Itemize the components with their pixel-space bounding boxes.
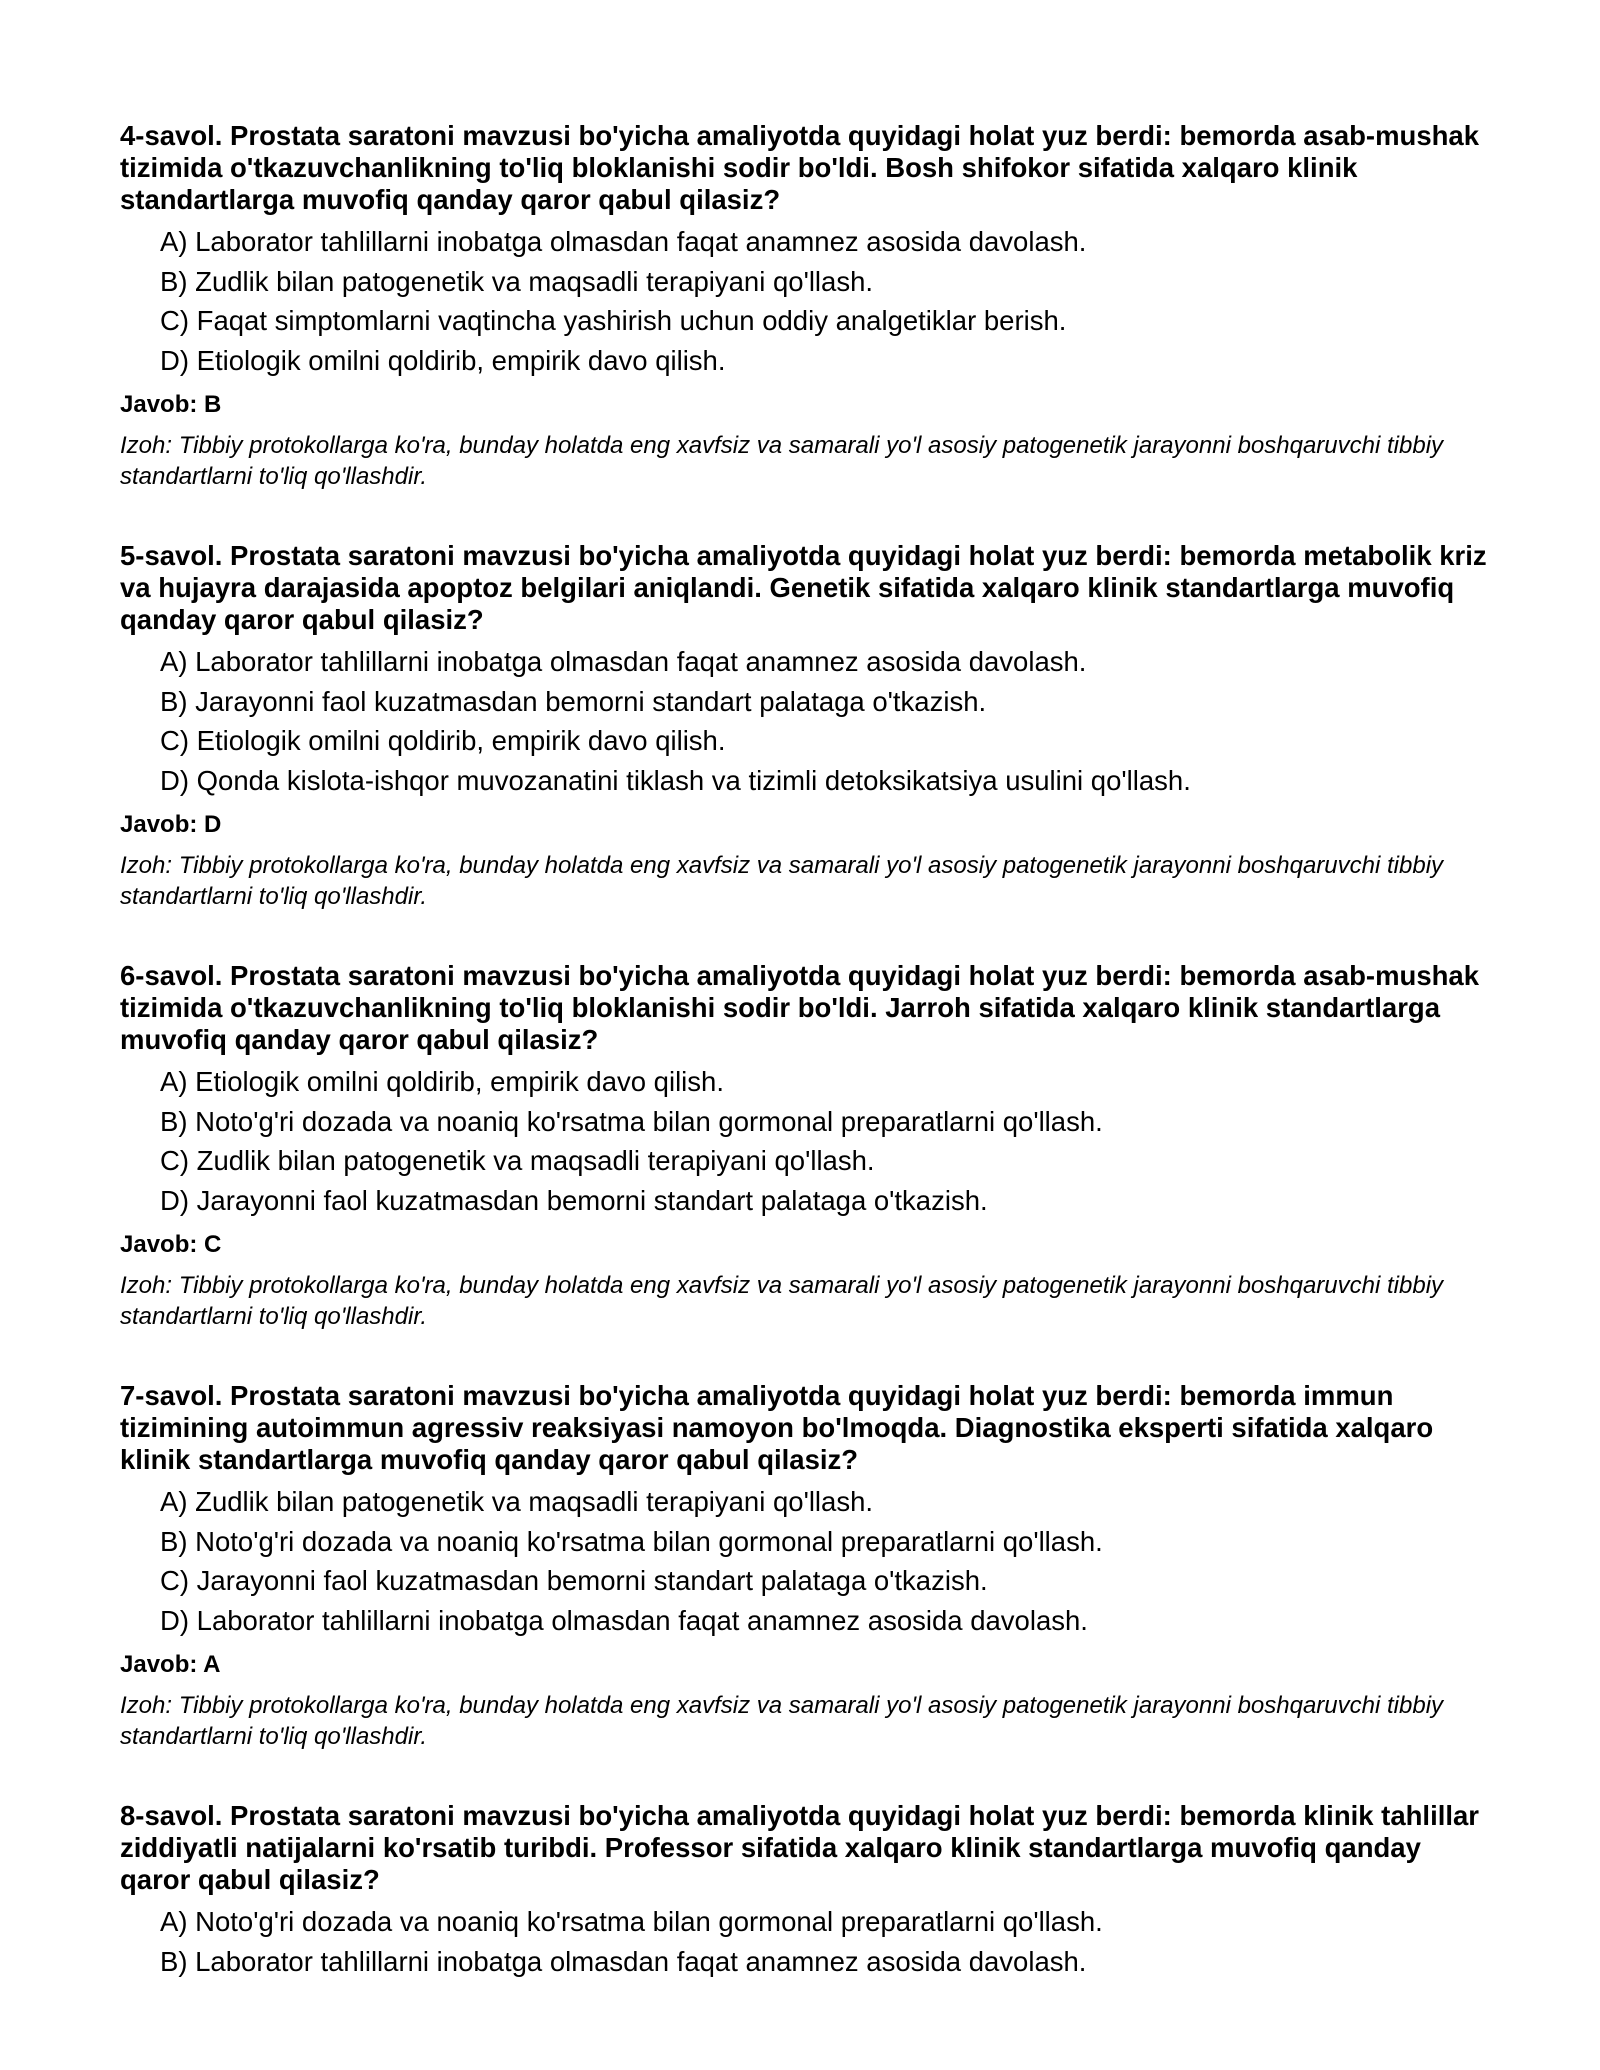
option-b: B) Noto'g'ri dozada va noaniq ko'rsatma bilan gormonal preparatlarni qo'llash. (160, 1105, 1103, 1137)
answer-line: Javob: C (120, 1231, 222, 1258)
option-c: C) Faqat simptomlarni vaqtincha yashirish uchun oddiy analgetiklar berish. (160, 305, 1067, 336)
options-list (120, 1062, 1490, 1220)
option-d: D) Qonda kislota-ishqor muvozanatini tiklash va tizimli detoksikatsiya usulini qo'llash. (160, 764, 1191, 796)
question-block (120, 1380, 1490, 1752)
question-text: 7-savol. Prostata saratoni mavzusi bo'yicha amaliyotda quyidagi holat yuz berdi: bemorda immun tizimining autoimmun agressiv reaksiyasi namoyon bo'lmoqda. Diagnostika eksperti sifatida xalqaro klinik standartlarga muvofiq qanday qaror qabul qilasiz? (120, 1380, 1434, 1475)
option-a: A) Laborator tahlillarni inobatga olmasdan faqat anamnez asosida davolash. (160, 646, 1087, 677)
option-c: C) Zudlik bilan patogenetik va maqsadli terapiyani qo'llash. (160, 1145, 875, 1176)
option-b: B) Noto'g'ri dozada va noaniq ko'rsatma bilan gormonal preparatlarni qo'llash. (160, 1525, 1103, 1557)
option-b: B) Jarayonni faol kuzatmasdan bemorni standart palataga o'tkazish. (160, 685, 987, 717)
option-d: D) Etiologik omilni qoldirib, empirik davo qilish. (160, 344, 726, 376)
explanation-note: Izoh: Tibbiy protokollarga ko'ra, bunday holatda eng xavfsiz va samarali yo'l asosiy patogenetik jarayonni boshqaruvchi tibbiy standartlarni to'liq qo'llashdir. (120, 852, 1444, 910)
question-text: 5-savol. Prostata saratoni mavzusi bo'yicha amaliyotda quyidagi holat yuz berdi: bemorda metabolik kriz va hujayra darajasida apoptoz belgilari aniqlandi. Genetik sifatida xalqaro klinik standartlarga muvofiq qanday qaror qabul qilasiz? (120, 540, 1487, 635)
question-block (120, 1800, 1490, 1981)
option-a: A) Etiologik omilni qoldirib, empirik davo qilish. (160, 1066, 724, 1097)
document-page (120, 120, 1490, 2029)
answer-line: Javob: D (120, 811, 222, 838)
question-block (120, 540, 1490, 912)
options-list (120, 642, 1490, 800)
answer-line: Javob: A (120, 1651, 221, 1678)
option-a: A) Noto'g'ri dozada va noaniq ko'rsatma bilan gormonal preparatlarni qo'llash. (160, 1906, 1103, 1937)
options-list (120, 1482, 1490, 1640)
question-text: 4-savol. Prostata saratoni mavzusi bo'yicha amaliyotda quyidagi holat yuz berdi: bemorda asab-mushak tizimida o'tkazuvchanlikning to'liq bloklanishi sodir bo'ldi. Bosh shifokor sifatida xalqaro klinik standartlarga muvofiq qanday qaror qabul qilasiz? (120, 120, 1480, 215)
explanation-note: Izoh: Tibbiy protokollarga ko'ra, bunday holatda eng xavfsiz va samarali yo'l asosiy patogenetik jarayonni boshqaruvchi tibbiy standartlarni to'liq qo'llashdir. (120, 432, 1444, 490)
option-c: C) Etiologik omilni qoldirib, empirik davo qilish. (160, 725, 726, 756)
option-a: A) Laborator tahlillarni inobatga olmasdan faqat anamnez asosida davolash. (160, 226, 1087, 257)
question-text: 6-savol. Prostata saratoni mavzusi bo'yicha amaliyotda quyidagi holat yuz berdi: bemorda asab-mushak tizimida o'tkazuvchanlikning to'liq bloklanishi sodir bo'ldi. Jarroh sifatida xalqaro klinik standartlarga muvofiq qanday qaror qabul qilasiz? (120, 960, 1480, 1055)
answer-line: Javob: B (120, 391, 222, 418)
explanation-note: Izoh: Tibbiy protokollarga ko'ra, bunday holatda eng xavfsiz va samarali yo'l asosiy patogenetik jarayonni boshqaruvchi tibbiy standartlarni to'liq qo'llashdir. (120, 1692, 1444, 1750)
question-block (120, 960, 1490, 1332)
option-c: C) Jarayonni faol kuzatmasdan bemorni standart palataga o'tkazish. (160, 1565, 988, 1596)
option-a: A) Zudlik bilan patogenetik va maqsadli terapiyani qo'llash. (160, 1486, 874, 1517)
option-d: D) Jarayonni faol kuzatmasdan bemorni standart palataga o'tkazish. (160, 1184, 988, 1216)
option-b: B) Laborator tahlillarni inobatga olmasdan faqat anamnez asosida davolash. (160, 1945, 1087, 1977)
explanation-note: Izoh: Tibbiy protokollarga ko'ra, bunday holatda eng xavfsiz va samarali yo'l asosiy patogenetik jarayonni boshqaruvchi tibbiy standartlarni to'liq qo'llashdir. (120, 1272, 1444, 1330)
option-b: B) Zudlik bilan patogenetik va maqsadli terapiyani qo'llash. (160, 265, 874, 297)
options-list (120, 1902, 1490, 1981)
question-block (120, 120, 1490, 492)
question-text: 8-savol. Prostata saratoni mavzusi bo'yicha amaliyotda quyidagi holat yuz berdi: bemorda klinik tahlillar ziddiyatli natijalarni ko'rsatib turibdi. Professor sifatida xalqaro klinik standartlarga muvofiq qanday qaror qabul qilasiz? (120, 1800, 1479, 1895)
option-d: D) Laborator tahlillarni inobatga olmasdan faqat anamnez asosida davolash. (160, 1604, 1088, 1636)
options-list (120, 222, 1490, 380)
